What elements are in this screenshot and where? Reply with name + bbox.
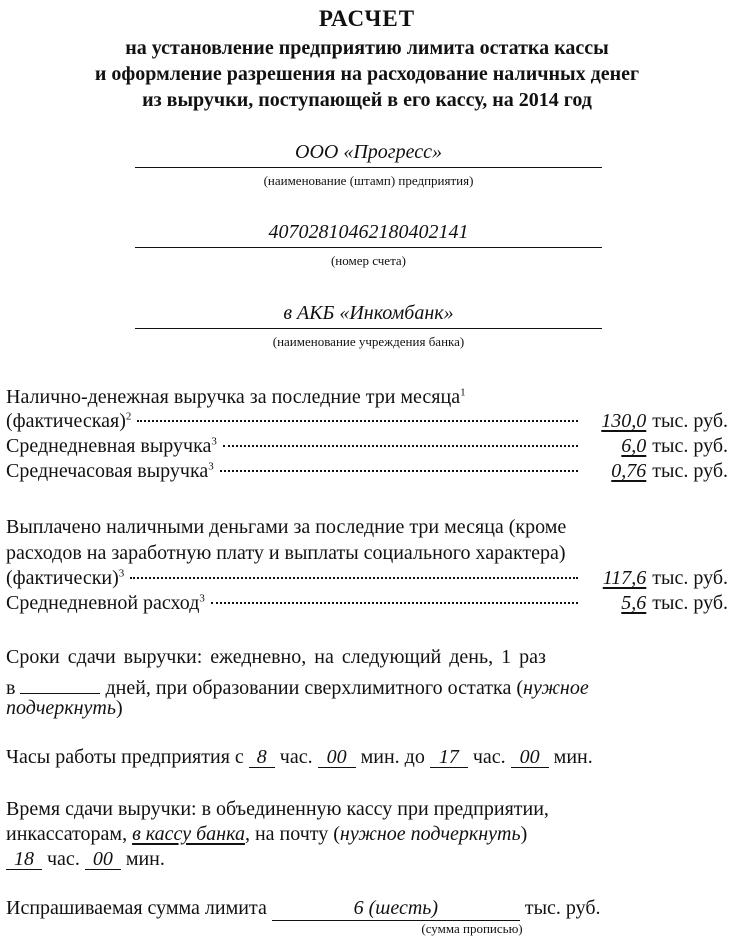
revenue-daily-label: Среднедневная выручка$^3$ <box>6 435 217 457</box>
account-rule <box>135 247 602 248</box>
unit-label: тыс. руб. <box>652 567 728 589</box>
revenue-actual-row <box>6 409 728 433</box>
delivery-hour: 18 <box>6 847 42 870</box>
revenue-daily-value: 6,0 <box>621 435 647 457</box>
doc-subtitle-line-1: на установление предприятию лимита остатка кассы <box>125 37 609 59</box>
unit-label: тыс. руб. <box>652 435 728 457</box>
unit-label: тыс. руб. <box>652 410 728 432</box>
terms-line-2: в дней, при образовании сверхлимитного остатка (нужное <box>6 671 728 700</box>
doc-subtitle-line-2: и оформление разрешения на расходование наличных денег <box>94 63 640 85</box>
limit-caption: (сумма прописью) <box>421 921 523 936</box>
delivery-line-1: Время сдачи выручки: в объединенную кассу при предприятии, <box>6 798 549 820</box>
company-name: ООО «Прогресс» <box>295 141 442 163</box>
doc-subtitle-line-3: из выручки, поступающей в его кассу, на 2014 год <box>142 89 592 111</box>
delivery-minute: 00 <box>85 847 121 870</box>
unit-label: тыс. руб. <box>652 592 728 614</box>
delivery-selected-option: в кассу банка <box>132 823 245 845</box>
revenue-daily-row <box>6 434 728 458</box>
unit-label: тыс. руб. <box>652 460 728 482</box>
paid-actual-label: (фактически)$^3$ <box>6 567 125 589</box>
leader-dots <box>130 577 578 579</box>
account-caption: (номер счета) <box>330 253 407 268</box>
revenue-actual-label: (фактическая)$^2$ <box>6 410 132 432</box>
paid-daily-value: 5,6 <box>621 592 647 614</box>
bank-name: в АКБ «Инкомбанк» <box>283 302 454 324</box>
limit-line: Испрашиваемая сумма лимита 6 (шесть) тыс. руб. <box>6 897 601 919</box>
delivery-line-3: 18 час. 00 мин. <box>6 847 728 871</box>
paid-line-1: Выплачено наличными деньгами за последние три месяца (кроме <box>6 516 567 538</box>
days-blank <box>20 671 100 694</box>
from-minute: 00 <box>318 745 356 768</box>
revenue-hourly-label: Среднечасовая выручка$^3$ <box>6 460 214 482</box>
leader-dots <box>220 470 579 472</box>
leader-dots <box>211 602 578 604</box>
from-hour: 8 <box>249 745 275 768</box>
paid-actual-row <box>6 566 728 590</box>
footnote-mark: 1 <box>460 386 466 399</box>
to-hour: 17 <box>430 745 468 768</box>
company-caption: (наименование (штамп) предприятия) <box>263 173 474 188</box>
bank-field <box>135 300 602 349</box>
doc-title: РАСЧЕТ <box>318 6 416 31</box>
terms-line-3: подчеркнуть) <box>6 697 123 719</box>
paid-daily-label: Среднедневной расход$^3$ <box>6 592 205 614</box>
limit-amount-words: 6 (шесть) <box>272 896 520 921</box>
bank-rule <box>135 328 602 329</box>
bank-caption: (наименование учреждения банка) <box>272 334 465 349</box>
revenue-hourly-value: 0,76 <box>611 460 647 482</box>
account-number: 40702810462180402141 <box>268 221 469 243</box>
to-minute: 00 <box>511 745 549 768</box>
revenue-actual-value: 130,0 <box>601 410 647 432</box>
paid-actual-value: 117,6 <box>602 567 647 589</box>
account-field <box>135 219 602 268</box>
revenue-hourly-row <box>6 459 728 483</box>
leader-dots <box>223 445 578 447</box>
company-field <box>135 139 602 188</box>
company-rule <box>135 167 602 168</box>
leader-dots <box>137 420 578 422</box>
paid-daily-row <box>6 591 728 615</box>
revenue-header: Налично-денежная выручка за последние три месяца$^1$ <box>6 386 466 408</box>
paid-line-2: расходов на заработную плату и выплаты социального характера) <box>6 542 566 564</box>
terms-line-1: Сроки сдачи выручки: ежедневно, на следующий день, 1 раз <box>6 646 546 668</box>
delivery-line-2: инкассаторам, в кассу банка, на почту (нужное подчеркнуть) <box>6 823 528 845</box>
hours-line: Часы работы предприятия с 8 час. 00 мин. до 17 час. 00 мин. <box>6 746 593 768</box>
